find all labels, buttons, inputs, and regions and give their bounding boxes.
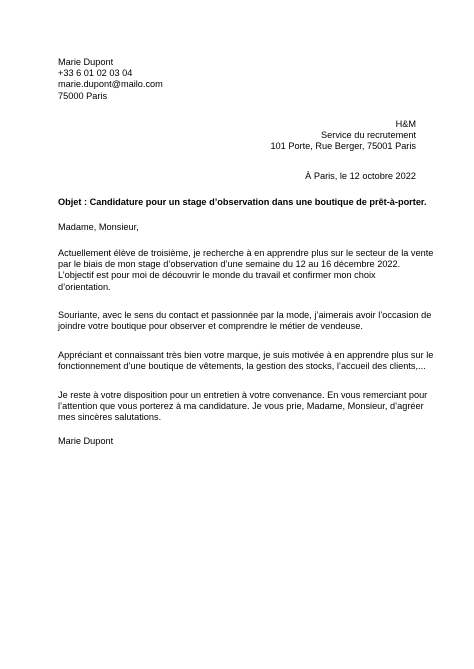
letter-subject: Objet : Candidature pour un stage d’observation dans une boutique de prêt-à-porter. <box>58 197 427 207</box>
paragraph-line: L’objectif est pour moi de découvrir le monde du travail et confirmer mon choix <box>58 270 376 281</box>
paragraph-line: Je reste à votre disposition pour un entretien à votre convenance. En vous remerciant pour <box>58 390 428 400</box>
signature: Marie Dupont <box>58 436 114 446</box>
recipient-block <box>156 119 416 153</box>
paragraph-4 <box>58 390 428 424</box>
paragraph-line: l’attention que vous porterez à ma candidature. Je vous prie, Madame, Monsieur, d’agréer <box>58 401 424 412</box>
sender-phone: +33 6 01 02 03 04 <box>58 68 133 79</box>
recipient-address: 101 Porte, Rue Berger, 75001 Paris <box>270 141 416 152</box>
sender-name: Marie Dupont <box>58 57 114 67</box>
paragraph-line: fonctionnement d’une boutique de vêtements, la gestion des stocks, l’accueil des clients,... <box>58 361 426 372</box>
sender-email: marie.dupont@mailo.com <box>58 79 163 90</box>
sender-block <box>58 57 258 102</box>
salutation: Madame, Monsieur, <box>58 222 139 232</box>
recipient-department: Service du recrutement <box>321 130 416 141</box>
paragraph-line: d’orientation. <box>58 281 111 292</box>
paragraph-line: Appréciant et connaissant très bien votre marque, je suis motivée à en apprendre plus sur le <box>58 350 434 360</box>
paragraph-3 <box>58 350 434 372</box>
recipient-company: H&M <box>395 119 416 129</box>
letter-date: À Paris, le 12 octobre 2022 <box>305 171 416 181</box>
paragraph-line: par le biais de mon stage d’observation d’une semaine du 12 au 16 décembre 2022. <box>58 259 401 270</box>
paragraph-2 <box>58 310 432 332</box>
paragraph-line: Souriante, avec le sens du contact et passionnée par la mode, j’aimerais avoir l’occasion de <box>58 310 432 320</box>
sender-city: 75000 Paris <box>58 90 108 101</box>
paragraph-line: Actuellement élève de troisième, je recherche à en apprendre plus sur le secteur de la vente <box>58 248 434 258</box>
paragraph-line: joindre votre boutique pour observer et comprendre le métier de vendeuse. <box>58 321 363 332</box>
paragraph-1 <box>58 248 434 293</box>
paragraph-line: mes sincères salutations. <box>58 412 162 423</box>
